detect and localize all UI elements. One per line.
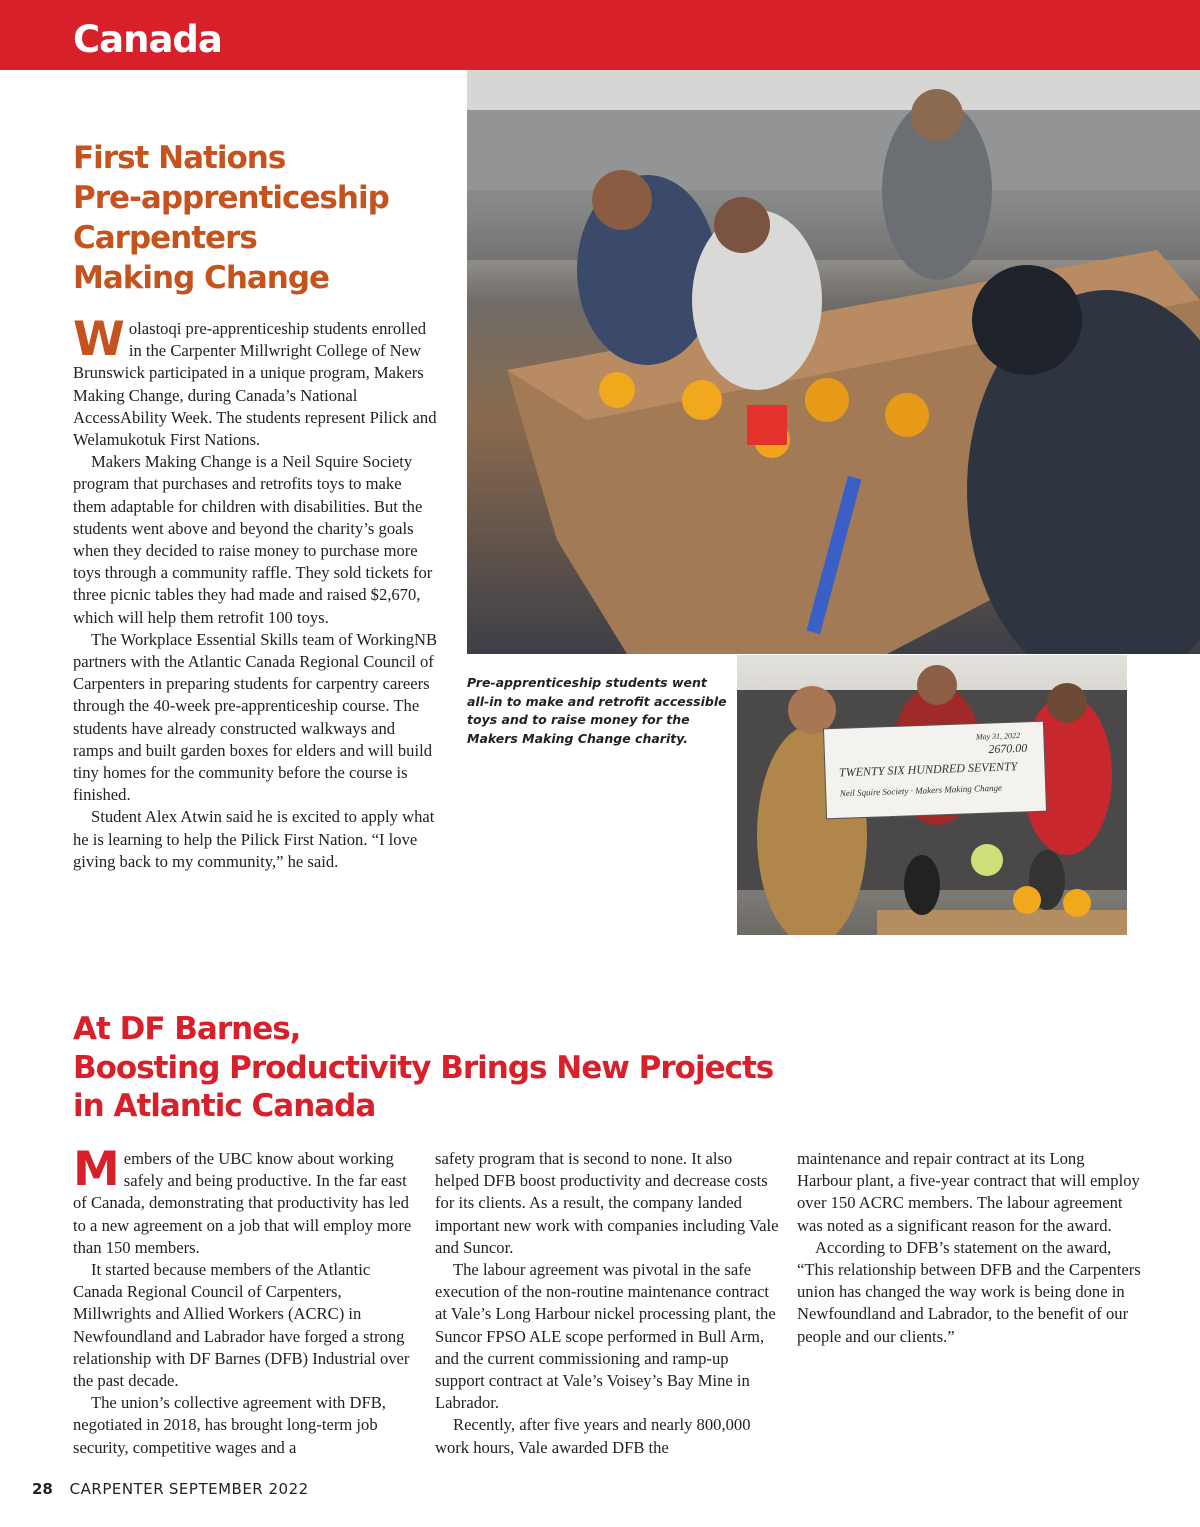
section-label: Canada xyxy=(73,18,222,61)
article1-headline-line: Carpenters xyxy=(73,220,257,256)
article2-dropcap: M xyxy=(73,1142,120,1197)
article1-paragraph: Wolastoqi pre-apprenticeship students enrolled in the Carpenter Millwright College of New Brunswick participated in a unique program, Makers Making Change, during Canada’s National AccessAbility Week. The students represent Pilick and Welamukotuk First Nations. xyxy=(73,312,437,450)
article1-headline-line: First Nations xyxy=(73,140,286,176)
article1-paragraph: The Workplace Essential Skills team of WorkingNB partners with the Atlantic Canada Regional Council of Carpenters in preparing students for carpentry careers through the 40-week pre-apprenticeship course. The students have already constructed walkways and ramps and built garden boxes for elders and will build tiny homes for the community before the course is finished. xyxy=(73,629,438,805)
article2-paragraph: It started because members of the Atlantic Canada Regional Council of Carpenters, Millwrights and Allied Workers (ACRC) in Newfoundland and Labrador have forged a strong relationship with DF Barnes (DFB) Industrial over the past decade. xyxy=(73,1260,410,1391)
photo-caption: Pre-apprenticeship students went all-in to make and retrofit accessible toys and to raise money for the Makers Making Change charity. xyxy=(467,675,727,746)
article2-headline-line: in Atlantic Canada xyxy=(73,1088,376,1124)
article1-paragraph: Makers Making Change is a Neil Squire Society program that purchases and retrofits toys to make them adaptable for children with disabilities. But the students went above and beyond the charity’s goals when they decided to raise money to purchase more toys through a community raffle. They sold tickets for three picnic tables they had made and raised $2,670, which will help them retrofit 100 toys. xyxy=(73,452,433,627)
workshop-photo-illustration xyxy=(467,70,1200,654)
cheque-amount-words: TWENTY SIX HUNDRED SEVENTY xyxy=(838,759,1018,780)
article1-paragraph: Student Alex Atwin said he is excited to apply what he is learning to help the Pilick First Nation. “I love giving back to my community,” he said. xyxy=(73,807,435,871)
page-number: 28 xyxy=(32,1480,53,1498)
article1-headline-line: Making Change xyxy=(73,260,330,296)
page-footer xyxy=(32,1480,309,1498)
issue-date: SEPTEMBER 2022 xyxy=(168,1480,309,1498)
cheque-photo-illustration xyxy=(737,655,1127,935)
article2-paragraph: According to DFB’s statement on the award, “This relationship between DFB and the Carpenters union has changed the way work is being done in Newfoundland and Labrador, to the benefit of our people and our clients.” xyxy=(797,1237,1141,1346)
cheque-amount: 2670.00 xyxy=(988,740,1028,757)
magazine-name: CARPENTER xyxy=(69,1480,165,1498)
cheque-payee: Neil Squire Society · Makers Making Change xyxy=(839,782,1003,799)
article2-column-3 xyxy=(797,1148,1142,1348)
cheque-presentation-photo xyxy=(737,655,1127,935)
article1-body xyxy=(73,312,438,873)
article1-headline-line: Pre-apprenticeship xyxy=(73,180,389,216)
article1-headline xyxy=(73,138,453,298)
cheque-date: May 31, 2022 xyxy=(975,731,1021,742)
article2-column-1 xyxy=(73,1142,418,1459)
article2-paragraph: safety program that is second to none. It also helped DFB boost productivity and decrease costs for its clients. As a result, the company landed important new work with companies including Vale and Suncor. xyxy=(435,1149,779,1257)
article2-paragraph: Recently, after five years and nearly 800,000 work hours, Vale awarded DFB the xyxy=(435,1415,751,1457)
article2-column-2 xyxy=(435,1148,780,1459)
article2-paragraph: The labour agreement was pivotal in the safe execution of the non-routine maintenance contract at Vale’s Long Harbour nickel processing plant, the Suncor FPSO ALE scope performed in Bull Arm, and the current commissioning and ramp-up support contract at Vale’s Voisey’s Bay Mine in Labrador. xyxy=(435,1260,776,1413)
workshop-photo xyxy=(467,70,1200,654)
article2-paragraph: The union’s collective agreement with DFB, negotiated in 2018, has brought long-term job security, competitive wages and a xyxy=(73,1393,386,1457)
section-header-bar xyxy=(0,0,1200,70)
article2-headline-line: At DF Barnes, xyxy=(73,1011,301,1047)
article2-paragraph: maintenance and repair contract at its Long Harbour plant, a five-year contract that will employ over 150 ACRC members. The labour agreement was noted as a significant reason for the award. xyxy=(797,1149,1140,1235)
article2-paragraph: Members of the UBC know about working safely and being productive. In the far east of Canada, demonstrating that productivity has led to a new agreement on a job that will employ more than 150 members. xyxy=(73,1142,412,1257)
article1-dropcap: W xyxy=(73,312,125,367)
article2-headline xyxy=(73,1010,1073,1126)
article2-headline-line: Boosting Productivity Brings New Projects xyxy=(73,1049,774,1086)
